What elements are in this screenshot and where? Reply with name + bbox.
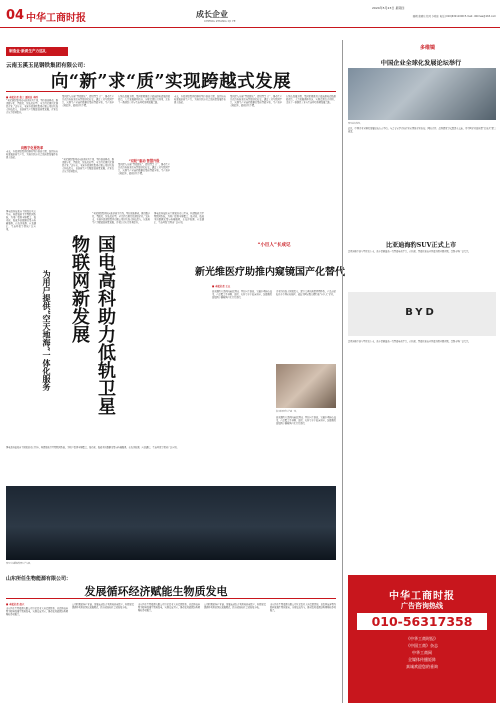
- vertical-subheadline: 为用户提供“空天地海”一体化服务: [42, 270, 52, 392]
- middle-story-photo: [276, 364, 336, 408]
- section-title: 成长企业: [196, 9, 228, 19]
- vertical-body-b: 国电高科依托自主研发的天启星座，构建低轨卫星物联网系统，为用户提供全球覆盖、低功耗、低成本的数据采集与传输服务，在海洋监测、应急通信、生态环保等领域广泛应用。: [154, 212, 204, 224]
- editor-info: 编辑 张晓东 校对 李晓东 电话 (010)63211000 E-mail: cbtimes@163.com: [412, 15, 496, 18]
- right-headline-2: 比亚迪海豹SUV正式上市: [385, 242, 457, 249]
- ad-line-1: 《中华工商时报》: [406, 636, 438, 641]
- page-number: 04: [6, 8, 25, 23]
- satellite-photo: [6, 486, 336, 560]
- bottom-body-1: 山东所任生物能源有限公司立足农业大省资源优势，以农林废弃物为燃料发展生物质发电，实现变废为宝，推动农村能源结构调整和乡村振兴。: [6, 607, 68, 616]
- middle-story-body-1: 新光维医疗深耕内窥镜领域，坚持自主创新，突破多项核心技术，产品覆盖耳鼻喉、泌尿、妇科等多个临床科室，加速推进高端医疗器械国产化替代进程。: [212, 290, 272, 299]
- lead-headline: 向“新”求“质”实现跨越式发展: [50, 72, 292, 92]
- lead-body-2: 集团深入实施“智改数转”，建设智慧工厂，推动生产方式由传统制造向智能制造转变。通过工业互联网平台，实现生产全流程数据采集和智能分析，生产效率大幅提升，能耗持续下降。: [62, 95, 114, 107]
- middle-story-body-2: 企业持续加大研发投入，建立完善的质量管理体系，产品远销海外多个国家和地区，成长为国家级专精特新“小巨人”企业。: [276, 290, 336, 296]
- vertical-body-wide: 国电高科依托自主研发的天启星座，构建低轨卫星物联网系统，为用户提供全球覆盖、低功耗、低成本的数据采集与传输服务，在海洋监测、应急通信、生态环保等领域广泛应用。: [6, 446, 179, 449]
- column-divider: [342, 40, 343, 703]
- bottom-subheadline: 山东所任生物能源有限公司：: [6, 576, 72, 582]
- ad-line-4: 全媒体传播矩阵: [408, 657, 436, 662]
- vertical-body-a: “玉昆钢铁集团以向新求质为主线，坚持创新驱动，推进数字化、智能化、绿色化转型，全力打造现代化钢铁企业。”近年来，玉溪玉昆钢铁集团有限公司持续加大科技投入，以新质生产力赋能高质量发展，企业综合实力显著提升。: [92, 212, 150, 224]
- lead-body-8: “玉昆钢铁集团以向新求质为主线，坚持创新驱动，推进数字化、智能化、绿色化转型，全力打造现代化钢铁企业。”近年来，玉溪玉昆钢铁集团有限公司持续加大科技投入，以新质生产力赋能高质量发展，企业综合实力显著提升。: [62, 158, 114, 173]
- forum-photo-caption: 图为论坛现场。: [348, 123, 363, 125]
- column-banner: 制造业·新质生产力巡礼: [6, 47, 68, 56]
- lead-body-4: 未来，玉昆钢铁集团将继续坚持创新引领，加快培育和发展新质生产力，为地方经济社会高质量发展作出更大贡献。: [174, 95, 226, 104]
- satellite-photo-caption: 图为玉昆钢铁集团生产车间。: [6, 563, 33, 565]
- right-body-2: 比亚迪旗下新车型正式上市，新车搭载最新一代智能电动平台，在续航、智能化和安全性能方面全面升级，受到市场广泛关注。: [348, 250, 471, 253]
- forum-photo: [348, 68, 496, 120]
- lead-body-9: 集团深入实施“智改数转”，建设智慧工厂，推动生产方式由传统制造向智能制造转变。通过工业互联网平台，实现生产全流程数据采集和智能分析，生产效率大幅提升，能耗持续下降。: [118, 163, 170, 175]
- lead-mini-head-1: 向数字化要效率: [20, 146, 44, 150]
- bottom-body-2: 公司积极延伸产业链，发展灰渣综合利用和热电联产，构建起资源循环利用的绿色发展模式，经济效益和社会效益双丰收。: [72, 603, 134, 609]
- ad-title: 中华工商时报: [389, 591, 455, 602]
- vertical-headline: 国电高科助力低轨卫星物联网新发展: [69, 235, 116, 415]
- lead-body-1: “玉昆钢铁集团以向新求质为主线，坚持创新驱动，推进数字化、智能化、绿色化转型，全力打造现代化钢铁企业。”近年来，玉溪玉昆钢铁集团有限公司持续加大科技投入，以新质生产力赋能高质量发展，企业综合实力显著提升。: [6, 99, 58, 114]
- right-column-tag: 多维镜: [420, 45, 436, 51]
- lead-subheadline: 云南玉溪玉昆钢铁集团有限公司：: [6, 63, 89, 69]
- middle-story-byline: ■ 本报记者 王五: [212, 285, 231, 288]
- middle-story-headline: 新光维医疗助推内窥镜国产化替代: [195, 267, 345, 278]
- section-subtitle: CHENG ZHANG QI YE: [204, 19, 236, 23]
- middle-story-caption: 新光维医疗生产线一角。: [276, 411, 299, 413]
- lead-byline: ■ 本报记者 张三 通讯员 李四: [6, 96, 38, 99]
- right-body-1: 近日，中国企业全球化发展论坛在京举行。与会专家学者和企业家围绕企业出海、国际合作、品牌建设等议题深入交流，为中国企业高质量“走出去”建言献策。: [348, 127, 496, 133]
- middle-story-body-3: 新光维医疗深耕内窥镜领域，坚持自主创新，突破多项核心技术，产品覆盖耳鼻喉、泌尿、妇科等多个临床科室，加速推进高端医疗器械国产化替代进程。: [276, 416, 336, 425]
- lead-body-6: 在绿色发展方面，集团积极推进节能减排和超低排放改造，大力发展循环经济，实现资源综合利用，走出了一条钢铁工业与生态环境协调发展之路。: [286, 95, 336, 104]
- byd-logo: BYD: [405, 307, 437, 318]
- middle-story-tag: “小巨人”长成记: [257, 243, 291, 248]
- ad-subtitle: 广告咨询热线: [401, 602, 443, 610]
- bottom-headline-rule: [6, 598, 336, 599]
- ad-line-2: 《中国工商》杂志: [406, 643, 438, 648]
- ad-line-3: 中华工商网: [412, 650, 432, 655]
- vertical-body-left: 国电高科依托自主研发的天启星座，构建低轨卫星物联网系统，为用户提供全球覆盖、低功耗、低成本的数据采集与传输服务，在海洋监测、应急通信、生态环保等领域广泛应用。: [6, 210, 36, 231]
- newspaper-name: 中华工商时报: [26, 13, 86, 24]
- bottom-byline: ■ 本报记者 赵六: [6, 603, 25, 606]
- ad-phone: 010-56317358: [371, 614, 473, 629]
- lead-mini-head-2: “双轮”驱动 智慧升级: [128, 159, 160, 163]
- page-header: [0, 0, 500, 28]
- lead-body-5: 集团深入实施“智改数转”，建设智慧工厂，推动生产方式由传统制造向智能制造转变。通过工业互联网平台，实现生产全流程数据采集和智能分析，生产效率大幅提升，能耗持续下降。: [230, 95, 282, 107]
- lead-body-7: 未来，玉昆钢铁集团将继续坚持创新引领，加快培育和发展新质生产力，为地方经济社会高质量发展作出更大贡献。: [6, 150, 58, 159]
- bottom-body-3: 山东所任生物能源有限公司立足农业大省资源优势，以农林废弃物为燃料发展生物质发电，实现变废为宝，推动农村能源结构调整和乡村振兴。: [138, 603, 200, 612]
- ad-line-5: 真诚欢迎您的垂询: [406, 664, 438, 669]
- bottom-headline: 发展循环经济赋能生物质发电: [84, 585, 228, 598]
- issue-date: 2024年5月23日 星期四: [372, 6, 405, 10]
- right-headline-1: 中国企业全球化发展论坛举行: [380, 60, 462, 67]
- bottom-body-5: 山东所任生物能源有限公司立足农业大省资源优势，以农林废弃物为燃料发展生物质发电，实现变废为宝，推动农村能源结构调整和乡村振兴。: [270, 603, 336, 612]
- headline-rule: [6, 91, 336, 92]
- right-body-3: 比亚迪旗下新车型正式上市，新车搭载最新一代智能电动平台，在续航、智能化和安全性能方面全面升级，受到市场广泛关注。: [348, 340, 471, 343]
- lead-body-3: 在绿色发展方面，集团积极推进节能减排和超低排放改造，大力发展循环经济，实现资源综合利用，走出了一条钢铁工业与生态环境协调发展之路。: [118, 95, 170, 104]
- bottom-body-4: 公司积极延伸产业链，发展灰渣综合利用和热电联产，构建起资源循环利用的绿色发展模式，经济效益和社会效益双丰收。: [204, 603, 266, 609]
